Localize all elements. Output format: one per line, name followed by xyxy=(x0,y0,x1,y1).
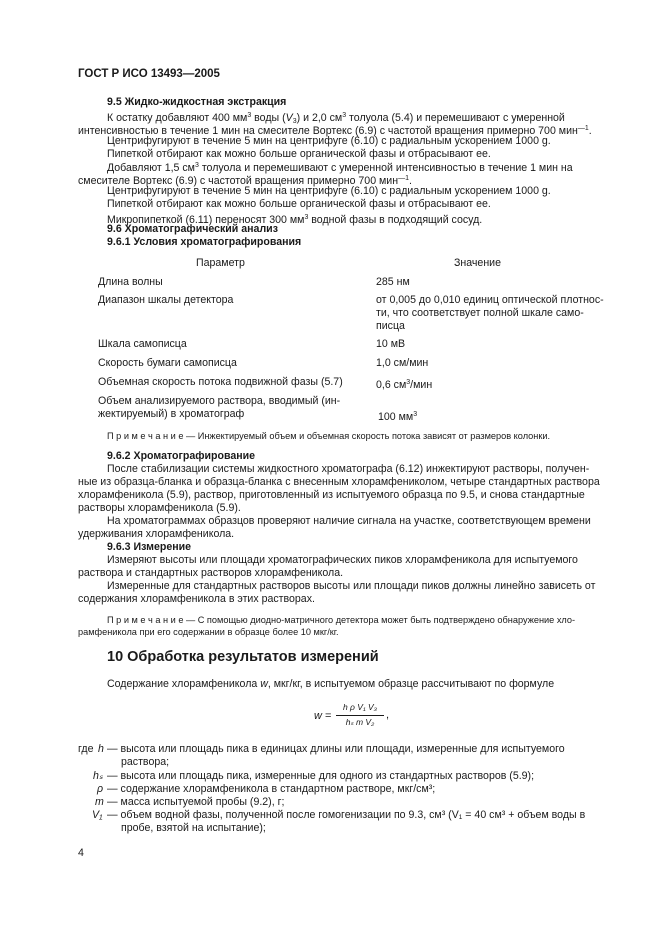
sup: 3 xyxy=(194,162,199,169)
para-line: хлорамфеникола (5.9), раствор, приготовленный из испытуемого образца по 9.5, и снова стандартные xyxy=(78,489,585,501)
def-text: — высота или площадь пика, измеренные для одного из стандартных растворов (5.9); xyxy=(107,770,535,782)
section-10-heading: 10 Обработка результатов измерений xyxy=(107,649,379,665)
table-param: Шкала самописца xyxy=(98,338,187,350)
section-9-6-3-heading: 9.6.3 Измерение xyxy=(107,541,192,553)
note-1: П р и м е ч а н и е — Инжектируемый объем и объемная скорость потока зависят от размеров колонки. xyxy=(107,431,551,441)
table-value: 1,0 см/мин xyxy=(376,357,429,369)
symbol-v: V xyxy=(285,112,293,124)
formula-lhs: w xyxy=(314,710,322,722)
table-param: Длина волны xyxy=(98,276,163,288)
formula-intro xyxy=(107,678,554,691)
table-param: Скорость бумаги самописца xyxy=(98,357,237,369)
text: . xyxy=(408,175,412,187)
def-text: — содержание хлорамфеникола в стандартном растворе, мкг/см³; xyxy=(107,783,436,795)
section-9-6-1-heading: 9.6.1 Условия хроматографирования xyxy=(107,236,302,248)
para-line: растворы хлорамфеникола (5.9). xyxy=(78,502,241,514)
symbol-w: w xyxy=(260,678,268,690)
formula xyxy=(314,702,394,732)
note-2: П р и м е ч а н и е — С помощью диодно-матричного детектора может быть подтверждено обнаружение хло- xyxy=(107,615,576,625)
sup: 3 xyxy=(413,411,418,418)
def-symbol: m xyxy=(95,796,104,808)
def-symbol: ρ xyxy=(97,783,104,795)
para-line: содержания хлорамфеникола в этих растворах. xyxy=(78,593,315,605)
sup: 3 xyxy=(304,214,309,221)
sub: 3 xyxy=(292,118,297,125)
para-line: раствора и стандартных растворов хлорамфеникола. xyxy=(78,567,344,579)
def-text: — масса испытуемой пробы (9.2), г; xyxy=(107,796,285,808)
table-value: 285 нм xyxy=(376,276,410,288)
document-header: ГОСТ Р ИСО 13493—2005 xyxy=(78,68,220,80)
formula-eq: = xyxy=(325,710,332,722)
text: 100 мм xyxy=(378,411,414,423)
table-param: Объемная скорость потока подвижной фазы (5.7) xyxy=(98,376,343,388)
text: . xyxy=(588,125,592,137)
text: /мин xyxy=(410,379,433,391)
sup: 3 xyxy=(247,112,252,119)
text: толуола (5.4) и перемешивают с умеренной xyxy=(346,112,565,124)
text: интенсивностью в течение 1 мин на смесителе Вортекс (6.9) с частотой вращения примерно 700 мин xyxy=(78,125,578,137)
note-2: рамфеникола при его содержании в образце более 10 мкг/кг. xyxy=(78,627,339,637)
sup: 3 xyxy=(342,112,347,119)
para-line: ные из образца-бланка и образца-бланка с внесенным хлорамфениколом, четыре стандартных раствора xyxy=(78,476,600,488)
text: ) и 2,0 см xyxy=(296,112,343,124)
para-line: Пипеткой отбирают как можно больше органической фазы и отбрасывают ее. xyxy=(107,148,491,160)
table-param: Объем анализируемого раствора, вводимый (ин- xyxy=(98,395,341,407)
def-text: — высота или площадь пика в единицах длины или площади, измеренные для испытуемого xyxy=(107,743,565,755)
where-label: где xyxy=(78,743,94,755)
formula-denominator: hₛ m V₂ xyxy=(345,717,375,727)
section-9-6-heading: 9.6 Хроматографический анализ xyxy=(107,223,278,235)
formula-tail: , xyxy=(386,709,390,721)
text: воды ( xyxy=(251,112,286,124)
formula-numerator: h ρ V₁ V₃ xyxy=(342,702,378,712)
table-param: жектируемый) в хроматограф xyxy=(98,408,245,420)
para-line: После стабилизации системы жидкостного хроматографа (6.12) инжектируют растворы, получен- xyxy=(107,463,590,475)
para-line: Центрифугируют в течение 5 мин на центрифуге (6.10) с радиальным ускорением 1000 g. xyxy=(107,185,551,197)
page-number: 4 xyxy=(78,847,84,859)
table-header-parameter: Параметр xyxy=(196,257,245,269)
fraction-bar xyxy=(336,715,384,716)
text: толуола и перемешивают с умеренной интенсивностью в течение 1 мин на xyxy=(198,162,573,174)
table-param: Диапазон шкалы детектора xyxy=(98,294,234,306)
table-value: от 0,005 до 0,010 единиц оптической плотнос- xyxy=(376,294,604,306)
section-9-6-2-heading: 9.6.2 Хроматографирование xyxy=(107,450,256,462)
sup: —1 xyxy=(398,175,409,182)
para-line: Измеряют высоты или площади хроматографических пиков хлорамфеникола для испытуемого xyxy=(107,554,578,566)
table-header-value: Значение xyxy=(454,257,501,269)
def-symbol: V₁ xyxy=(92,809,103,821)
sup: 3 xyxy=(406,379,411,386)
sup: —1 xyxy=(577,125,589,132)
para-line: Центрифугируют в течение 5 мин на центрифуге (6.10) с радиальным ускорением 1000 g. xyxy=(107,135,551,147)
para-line: удерживания хлорамфеникола. xyxy=(78,528,235,540)
text: водной фазы в подходящий сосуд. xyxy=(308,214,483,226)
text: Содержание хлорамфеникола xyxy=(107,678,261,690)
table-value: писца xyxy=(376,320,405,332)
def-symbol: hₛ xyxy=(93,770,103,782)
text: К остатку добавляют 400 мм xyxy=(107,112,248,124)
text: Добавляют 1,5 см xyxy=(107,162,195,174)
table-value xyxy=(378,408,417,424)
text: смесителе Вортекс (6.9) с частотой вращения примерно 700 мин xyxy=(78,175,399,187)
para-line: На хроматограммах образцов проверяют наличие сигнала на участке, соответствующем времени xyxy=(107,515,591,527)
def-text: — объем водной фазы, полученной после гомогенизации по 9.3, см³ (V₁ = 40 см³ + объем воды в xyxy=(107,809,586,821)
para-line: Измеренные для стандартных растворов высоты или площади пиков должны линейно зависеть от xyxy=(107,580,596,592)
table-value: 10 мВ xyxy=(376,338,406,350)
para-line: Пипеткой отбирают как можно больше органической фазы и отбрасывают ее. xyxy=(107,198,491,210)
text: Микропипеткой (6.11) переносят 300 мм xyxy=(107,214,305,226)
def-symbol: h xyxy=(98,743,104,755)
table-value xyxy=(376,376,432,392)
section-9-5-heading: 9.5 Жидко-жидкостная экстракция xyxy=(107,96,287,108)
text: , мкг/кг, в испытуемом образце рассчитывают по формуле xyxy=(267,678,555,690)
def-text: раствора; xyxy=(121,756,170,768)
def-text: пробе, взятой на испытание); xyxy=(121,822,266,834)
text: 0,6 см xyxy=(376,379,407,391)
table-value: ти, что соответствует полной шкале само- xyxy=(376,307,584,319)
